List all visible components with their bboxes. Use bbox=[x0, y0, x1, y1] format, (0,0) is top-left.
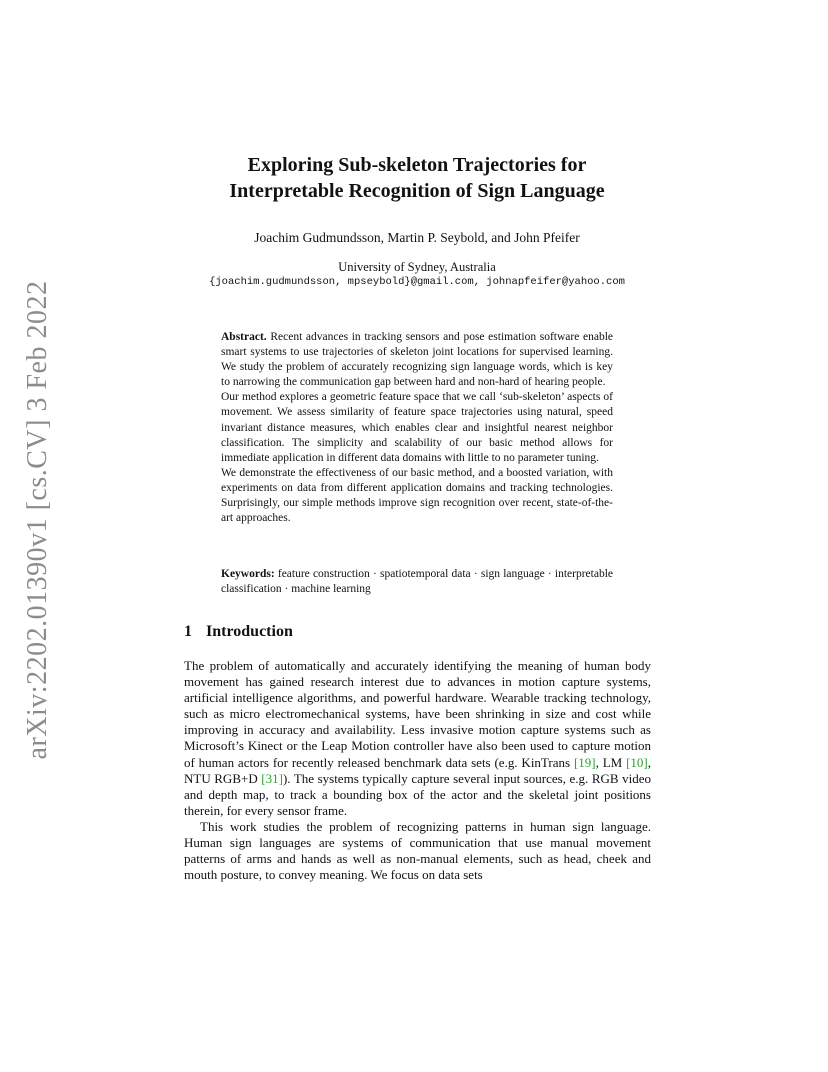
section-number: 1 bbox=[184, 623, 192, 640]
citation-link-31[interactable]: [31] bbox=[261, 770, 283, 786]
abstract-paragraph-1 bbox=[221, 330, 613, 390]
keywords-text: feature construction · spatiotemporal data · sign language · interpretable classification · machine learning bbox=[221, 568, 613, 596]
arxiv-identifier-stamp: arXiv:2202.01390v1 [cs.CV] 3 Feb 2022 bbox=[22, 280, 53, 760]
abstract-paragraph-2: Our method explores a geometric feature space that we call ‘sub-skeleton’ aspects of movement. We assess similarity of feature space trajectories using natural, speed invariant distance measures, which enables clear and insightful nearest neighbor classification. The simplicity and scalability of our basic method allows for immediate application in different data domains with little to no parameter tuning. bbox=[221, 391, 613, 464]
paper-title bbox=[150, 152, 684, 204]
title-line-2: Interpretable Recognition of Sign Language bbox=[229, 180, 605, 202]
abstract-paragraph-3: We demonstrate the effectiveness of our basic method, and a boosted variation, with experiments on data from different application domains and tracking technologies. Surprisingly, our simple methods improve sign recognition over recent, state-of-the-art approaches. bbox=[221, 466, 613, 525]
section-heading-introduction bbox=[184, 623, 293, 641]
section-title: Introduction bbox=[206, 623, 293, 640]
abstract-label: Abstract. bbox=[221, 331, 267, 343]
citation-link-10[interactable]: [10] bbox=[626, 754, 648, 770]
intro-paragraph-1 bbox=[184, 658, 651, 819]
author-emails: {joachim.gudmundsson, mpseybold}@gmail.com, johnapfeifer@yahoo.com bbox=[209, 276, 625, 288]
intro-text-d: ). The systems typically capture several input sources, e.g. RGB video and depth map, to track a bounding box of the actor and the skeletal joint positions therein, for every sensor frame. bbox=[184, 770, 651, 818]
intro-text-b: , LM bbox=[595, 754, 627, 770]
author-list: Joachim Gudmundsson, Martin P. Seybold, and John Pfeifer bbox=[254, 230, 580, 245]
abstract bbox=[221, 330, 613, 526]
intro-text-a: The problem of automatically and accurately identifying the meaning of human body movement has gained research interest due to advances in motion capture systems, artificial intelligence algorithms, and powerful hardware. Wearable tracking technology, such as micro electromechanical systems, have been shrinking in size and cost while improving in accuracy and availability. Less invasive motion capture systems such as Microsoft’s Kinect or the Leap Motion controller have also been used to capture motion of human actors for recently released benchmark data sets (e.g. KinTrans bbox=[184, 658, 651, 770]
citation-link-19[interactable]: [19] bbox=[573, 754, 596, 770]
intro-text-c: , NTU RGB+D bbox=[184, 754, 651, 786]
affiliation: University of Sydney, Australia bbox=[338, 260, 496, 274]
keywords-label: Keywords: bbox=[221, 568, 275, 580]
abstract-text-1: Recent advances in tracking sensors and pose estimation software enable smart systems to use trajectories of skeleton joint locations for supervised learning. We study the problem of accurately recognizing sign language words, which is key to narrowing the communication gap between hard and non-hard of hearing people. bbox=[221, 331, 614, 389]
title-line-1: Exploring Sub-skeleton Trajectories for bbox=[247, 154, 587, 176]
keywords bbox=[221, 567, 613, 597]
intro-paragraph-2: This work studies the problem of recognizing patterns in human sign language. Human sign languages are systems of communication that use manual movement patterns of arms and hands as well as non-manual elements, such as head, cheek and mouth posture, to convey meaning. We focus on data sets bbox=[184, 818, 651, 883]
introduction-body bbox=[184, 658, 651, 883]
